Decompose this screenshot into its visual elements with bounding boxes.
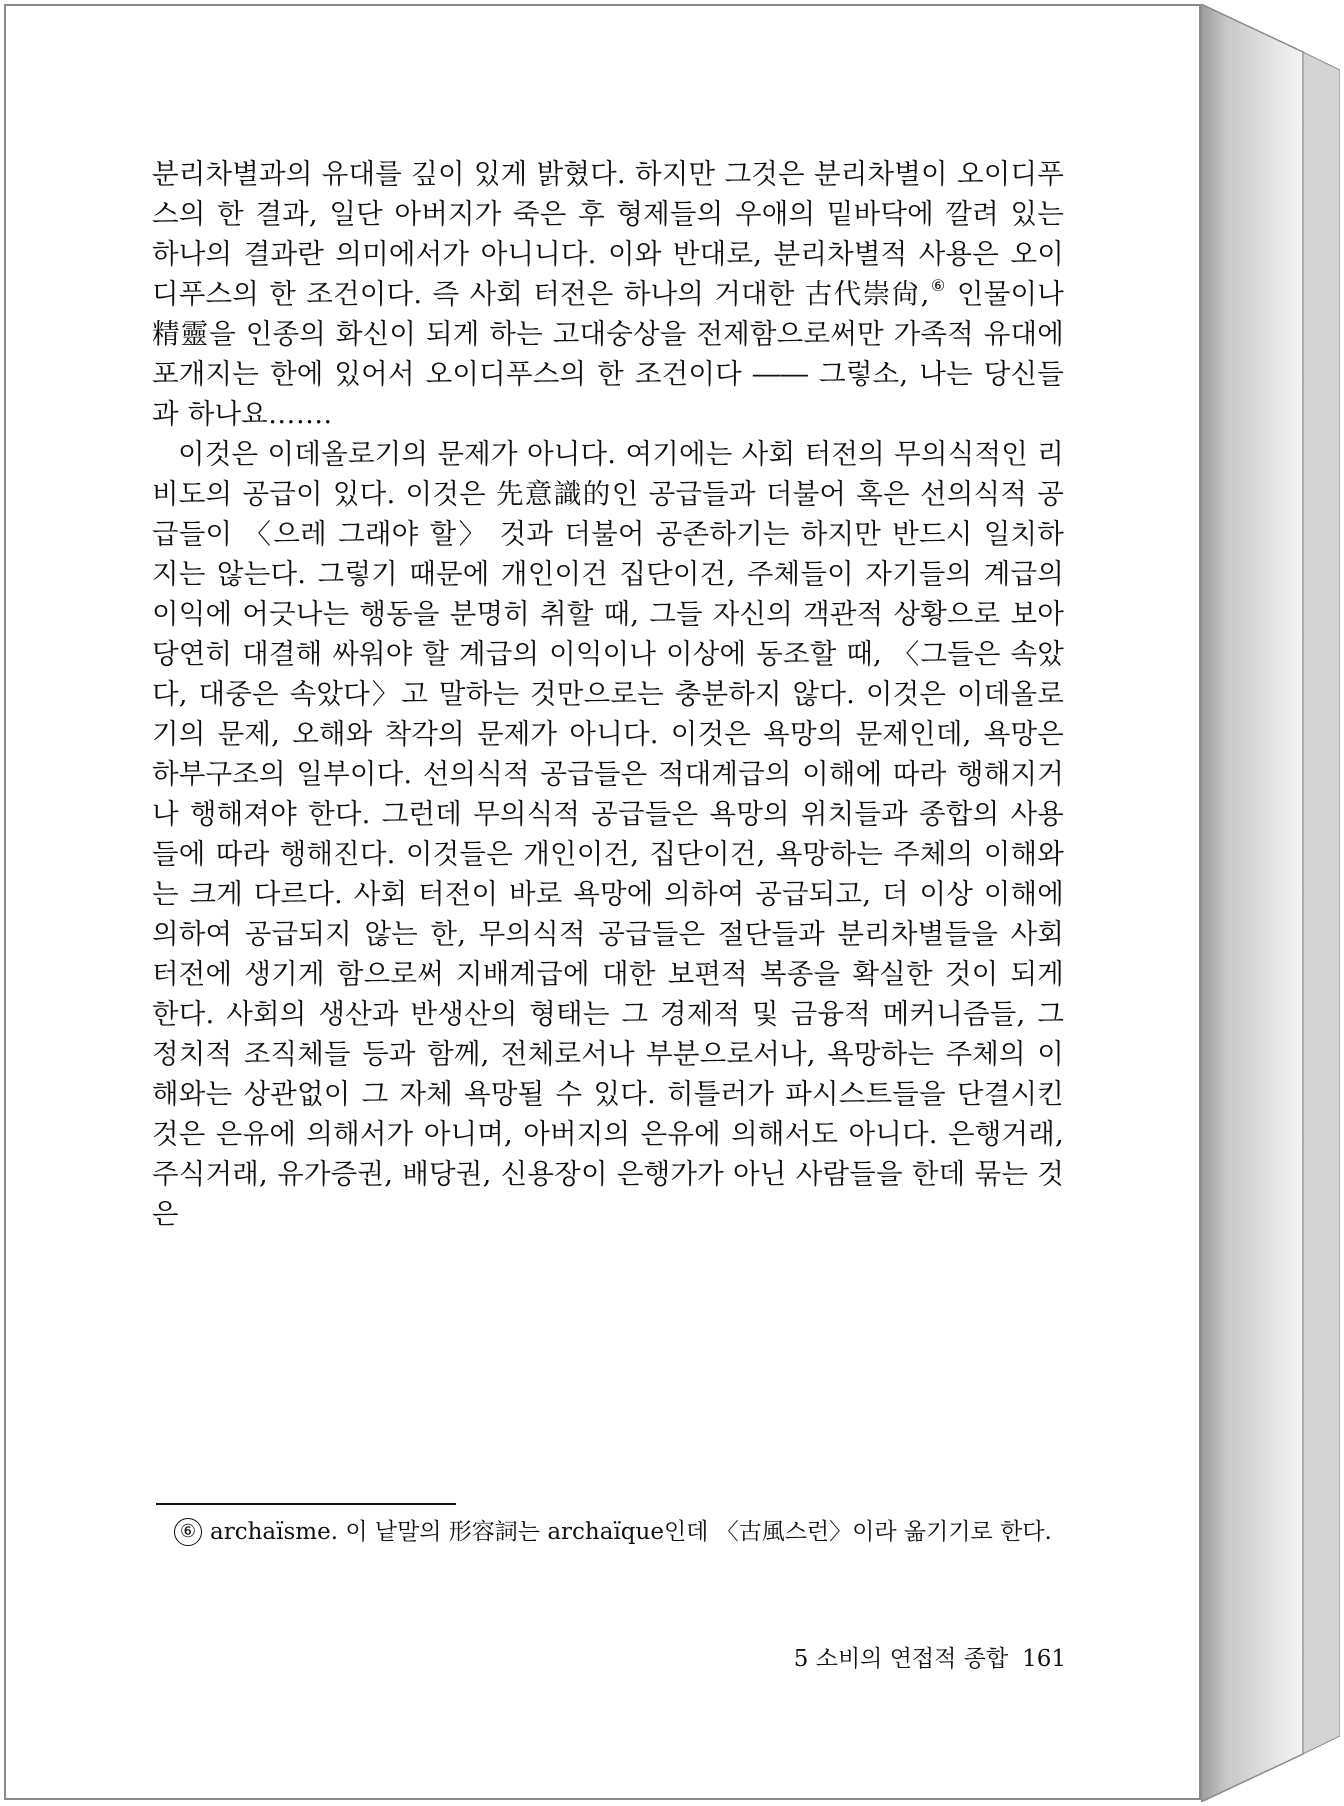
running-footer [726,1644,1066,1674]
paragraph-2: 이것은 이데올로기의 문제가 아니다. 여기에는 사회 터전의 무의식적인 리비도의 공급이 있다. 이것은 先意識的인 공급들과 더불어 혹은 선의식적 공급들이 〈으레 그래야 할〉 것과 더불어 공존하기는 하지만 반드시 일치하지는 않는다. 그렇기 때문에 개인이건 집단이건, 주체들이 자기들의 계급의 이익에 어긋나는 행동을 분명히 취할 때, 그들 자신의 객관적 상황으로 보아 당연히 대결해 싸워야 할 계급의 이익이나 이상에 동조할 때, 〈그들은 속았다, 대중은 속았다〉고 말하는 것만으로는 충분하지 않다. 이것은 이데올로기의 문제, 오해와 착각의 문제가 아니다. 이것은 욕망의 문제인데, 욕망은 하부구조의 일부이다. 선의식적 공급들은 적대계급의 이해에 따라 행해지거나 행해져야 한다. 그런데 무의식적 공급들은 욕망의 위치들과 종합의 사용들에 따라 행해진다. 이것들은 개인이건, 집단이건, 욕망하는 주체의 이해와는 크게 다르다. 사회 터전이 바로 욕망에 의하여 공급되고, 더 이상 이해에 의하여 공급되지 않는 한, 무의식적 공급들은 절단들과 분리차별들을 사회 터전에 생기게 함으로써 지배계급에 대한 보편적 복종을 확실한 것이 되게 한다. 사회의 생산과 반생산의 형태는 그 경제적 및 금융적 메커니즘들, 그 정치적 조직체들 등과 함께, 전체로서나 부분으로서나, 욕망하는 주체의 이해와는 상관없이 그 자체 욕망될 수 있다. 히틀러가 파시스트들을 단결시킨 것은 은유에 의해서가 아니며, 아버지의 은유에 의해서도 아니다. 은행거래, 주식거래, 유가증권, 배당권, 신용장이 은행가가 아닌 사람들을 한데 묶는 것은 [152,438,1064,1230]
paragraph-1-continued: 인물이나 精靈을 인종의 화신이 되게 하는 고대숭상을 전제함으로써만 가족적 유대에 포개지는 한에 있어서 오이디푸스의 한 조건이다 ―― 그렇소, 나는 당신들과 하나요……. [152,278,1064,430]
page-number: 161 [1022,1646,1066,1672]
paragraph-1 [152,154,1064,434]
body-text [152,154,1064,1234]
book-page [4,4,1201,1800]
paragraph-1-text: 분리차별과의 유대를 깊이 있게 밝혔다. 하지만 그것은 분리차별이 오이디푸스의 한 결과, 일단 아버지가 죽은 후 형제들의 우애의 밑바닥에 깔려 있는 하나의 결과란 의미에서가 아니니다. 이와 반대로, 분리차별적 사용은 오이디푸스의 한 조건이다. 즉 사회 터전은 하나의 거대한 古代崇尙, [152,158,1064,310]
footnote [174,1514,1064,1550]
footnote-text: archaïsme. 이 낱말의 形容詞는 archaïque인데 〈古風스런〉이라 옮기기로 한다. [210,1519,1052,1545]
book-edge-shading [1201,4,1340,1802]
running-title: 5 소비의 연접적 종합 [793,1646,1009,1672]
footnote-divider [156,1503,456,1505]
footnote-reference[interactable]: ⑥ [929,276,947,295]
footnote-marker: ⑥ [174,1518,202,1546]
